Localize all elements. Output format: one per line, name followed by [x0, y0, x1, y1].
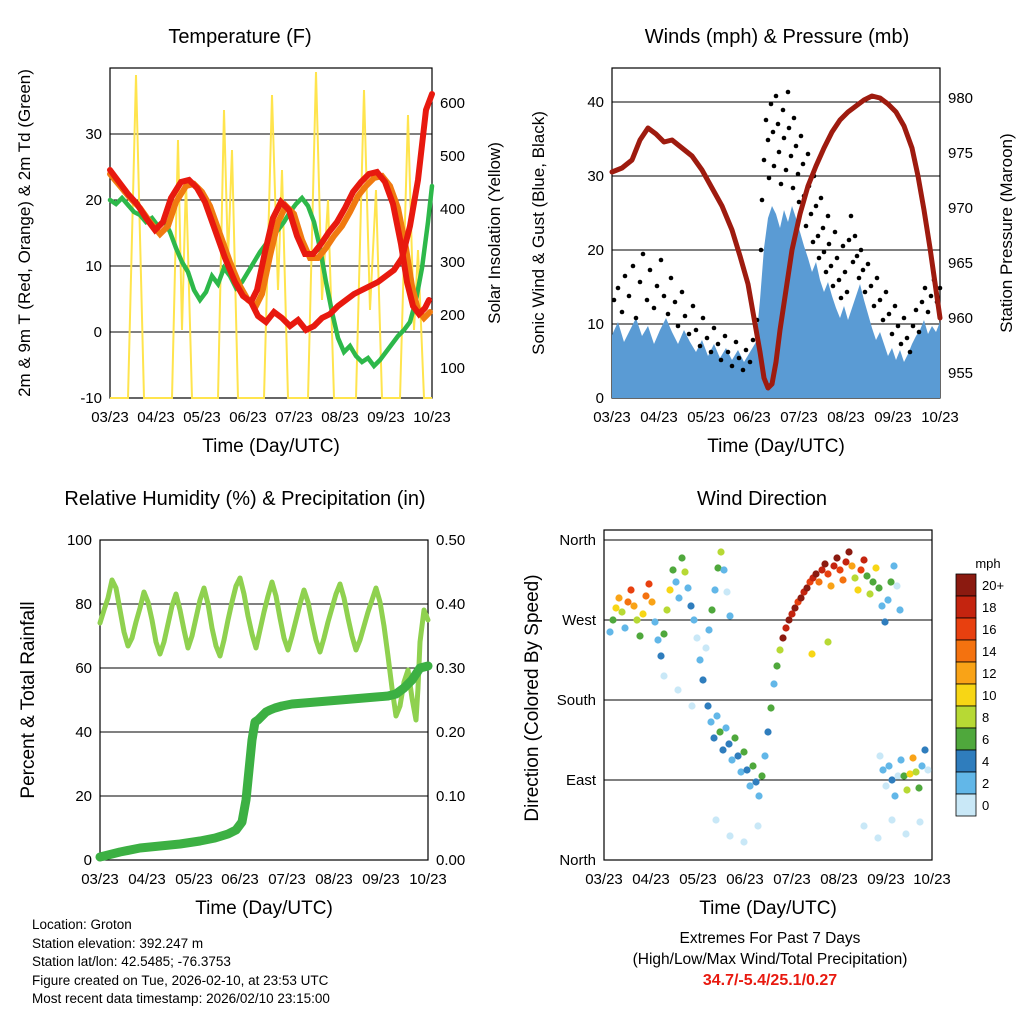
svg-text:200: 200 — [440, 307, 466, 324]
winds-y-axis — [529, 94, 604, 407]
svg-text:0.40: 0.40 — [436, 596, 466, 613]
extremes-title: Extremes For Past 7 Days — [679, 930, 861, 947]
svg-text:10/23: 10/23 — [409, 871, 447, 888]
panel-winds-pressure — [512, 0, 1024, 470]
svg-text:300: 300 — [440, 254, 466, 271]
svg-text:30: 30 — [587, 168, 604, 185]
footer-metadata — [32, 916, 502, 1009]
svg-text:03/23: 03/23 — [593, 409, 631, 426]
svg-text:100: 100 — [66, 532, 92, 549]
svg-text:4: 4 — [982, 754, 990, 769]
svg-text:East: East — [565, 772, 596, 789]
svg-text:2m & 9m T (Red, Orange) & 2m T: 2m & 9m T (Red, Orange) & 2m Td (Green) — [15, 69, 34, 397]
panel-winds-title: Winds (mph) & Pressure (mb) — [644, 26, 910, 48]
svg-text:0: 0 — [93, 324, 102, 341]
svg-text:Time (Day/UTC): Time (Day/UTC) — [195, 898, 333, 919]
svg-text:03/23: 03/23 — [585, 871, 623, 888]
svg-text:08/23: 08/23 — [827, 409, 865, 426]
footer-line-location: Location: Groton — [32, 917, 132, 932]
svg-text:04/23: 04/23 — [128, 871, 166, 888]
svg-text:20: 20 — [75, 788, 92, 805]
svg-text:07/23: 07/23 — [275, 409, 313, 426]
svg-text:980: 980 — [948, 90, 974, 107]
svg-text:04/23: 04/23 — [632, 871, 670, 888]
panel-temperature-title: Temperature (F) — [168, 26, 312, 48]
winddir-x-axis — [585, 871, 951, 919]
svg-text:05/23: 05/23 — [175, 871, 213, 888]
wind-speed-colorbar — [956, 556, 1004, 816]
svg-text:14: 14 — [982, 644, 997, 659]
winds-x-axis — [593, 409, 959, 457]
svg-text:06/23: 06/23 — [221, 871, 259, 888]
svg-text:08/23: 08/23 — [321, 409, 359, 426]
footer-line-created: Figure created on Tue, 2026-02-10, at 23:53 UTC — [32, 972, 329, 988]
svg-text:09/23: 09/23 — [362, 871, 400, 888]
extremes-block — [560, 928, 980, 991]
svg-text:0: 0 — [595, 390, 604, 407]
svg-text:20+: 20+ — [982, 578, 1005, 593]
svg-text:07/23: 07/23 — [773, 871, 811, 888]
svg-text:Percent & Total Rainfall: Percent & Total Rainfall — [18, 601, 39, 799]
svg-text:60: 60 — [75, 660, 92, 677]
temperature-y-axis — [15, 69, 102, 407]
wind-direction-chart — [512, 470, 1024, 940]
svg-text:Time (Day/UTC): Time (Day/UTC) — [707, 436, 845, 457]
temperature-chart — [0, 0, 512, 470]
svg-text:100: 100 — [440, 360, 466, 377]
svg-text:09/23: 09/23 — [367, 409, 405, 426]
temperature-x-axis — [91, 409, 451, 457]
svg-text:04/23: 04/23 — [137, 409, 175, 426]
panel-humidity-precip — [0, 470, 512, 940]
svg-text:955: 955 — [948, 365, 974, 382]
svg-text:0.20: 0.20 — [436, 724, 466, 741]
svg-text:Solar Insolation (Yellow): Solar Insolation (Yellow) — [485, 142, 504, 324]
colorbar-title: mph — [975, 556, 1001, 571]
svg-text:2: 2 — [982, 776, 990, 791]
precip-y2-axis — [436, 532, 465, 869]
svg-text:05/23: 05/23 — [687, 409, 725, 426]
svg-text:970: 970 — [948, 200, 974, 217]
svg-text:09/23: 09/23 — [867, 871, 905, 888]
footer-line-elevation: Station elevation: 392.247 m — [32, 935, 204, 951]
extremes-values: 34.7/-5.4/25.1/0.27 — [702, 972, 838, 989]
svg-text:North: North — [559, 532, 596, 549]
svg-text:03/23: 03/23 — [91, 409, 129, 426]
svg-text:08/23: 08/23 — [315, 871, 353, 888]
footer-line-latlon: Station lat/lon: 42.5485; -76.3753 — [32, 954, 231, 969]
svg-text:600: 600 — [440, 95, 466, 112]
svg-text:975: 975 — [948, 145, 974, 162]
svg-text:10/23: 10/23 — [921, 409, 959, 426]
total-rainfall-series — [100, 666, 428, 857]
svg-text:05/23: 05/23 — [679, 871, 717, 888]
svg-text:Time (Day/UTC): Time (Day/UTC) — [202, 436, 340, 457]
svg-text:05/23: 05/23 — [183, 409, 221, 426]
svg-text:400: 400 — [440, 201, 466, 218]
svg-text:30: 30 — [85, 126, 102, 143]
panel-humidity-title: Relative Humidity (%) & Precipitation (in) — [64, 488, 426, 510]
svg-text:0: 0 — [83, 852, 92, 869]
svg-text:08/23: 08/23 — [820, 871, 858, 888]
svg-text:-10: -10 — [80, 390, 102, 407]
humidity-x-axis — [81, 871, 447, 919]
svg-text:40: 40 — [75, 724, 92, 741]
svg-text:07/23: 07/23 — [780, 409, 818, 426]
winddir-y-axis — [522, 532, 597, 869]
svg-text:Direction (Colored By Speed): Direction (Colored By Speed) — [522, 574, 543, 822]
svg-text:South: South — [556, 692, 596, 709]
winds-pressure-chart — [512, 0, 1024, 470]
humidity-y-axis — [18, 532, 92, 869]
svg-text:10/23: 10/23 — [413, 409, 451, 426]
winddir-grid — [604, 540, 932, 860]
svg-text:12: 12 — [982, 666, 997, 681]
svg-text:North: North — [559, 852, 596, 869]
svg-text:Time (Day/UTC): Time (Day/UTC) — [699, 898, 837, 919]
svg-text:500: 500 — [440, 148, 466, 165]
svg-text:10: 10 — [85, 258, 102, 275]
panel-wind-direction-title: Wind Direction — [696, 488, 828, 510]
svg-text:6: 6 — [982, 732, 990, 747]
wind-direction-scatter — [606, 548, 931, 845]
svg-text:09/23: 09/23 — [874, 409, 912, 426]
panel-temperature — [0, 0, 512, 470]
svg-text:18: 18 — [982, 600, 997, 615]
svg-text:40: 40 — [587, 94, 604, 111]
svg-text:0.50: 0.50 — [436, 532, 466, 549]
svg-text:03/23: 03/23 — [81, 871, 119, 888]
svg-text:0.10: 0.10 — [436, 788, 466, 805]
svg-text:06/23: 06/23 — [733, 409, 771, 426]
svg-text:960: 960 — [948, 310, 974, 327]
svg-text:16: 16 — [982, 622, 997, 637]
svg-text:10/23: 10/23 — [913, 871, 951, 888]
svg-text:8: 8 — [982, 710, 990, 725]
svg-text:20: 20 — [587, 242, 604, 259]
panel-wind-direction — [512, 470, 1024, 940]
temperature-y2-axis — [440, 95, 504, 377]
svg-text:04/23: 04/23 — [640, 409, 678, 426]
svg-text:Sonic Wind & Gust (Blue, Black: Sonic Wind & Gust (Blue, Black) — [529, 111, 548, 355]
extremes-subtitle: (High/Low/Max Wind/Total Precipitation) — [632, 951, 908, 968]
svg-text:10: 10 — [587, 316, 604, 333]
svg-text:06/23: 06/23 — [726, 871, 764, 888]
svg-text:965: 965 — [948, 255, 974, 272]
svg-text:0: 0 — [982, 798, 990, 813]
svg-text:80: 80 — [75, 596, 92, 613]
humidity-precip-chart — [0, 470, 512, 940]
svg-text:West: West — [562, 612, 596, 629]
svg-text:Station Pressure (Maroon): Station Pressure (Maroon) — [997, 133, 1016, 333]
footer-line-timestamp: Most recent data timestamp: 2026/02/10 23:15:00 — [32, 991, 330, 1006]
svg-text:20: 20 — [85, 192, 102, 209]
svg-text:0.30: 0.30 — [436, 660, 466, 677]
winds-y2-axis — [948, 90, 1016, 382]
svg-text:06/23: 06/23 — [229, 409, 267, 426]
svg-text:0.00: 0.00 — [436, 852, 466, 869]
svg-text:10: 10 — [982, 688, 997, 703]
svg-text:07/23: 07/23 — [268, 871, 306, 888]
